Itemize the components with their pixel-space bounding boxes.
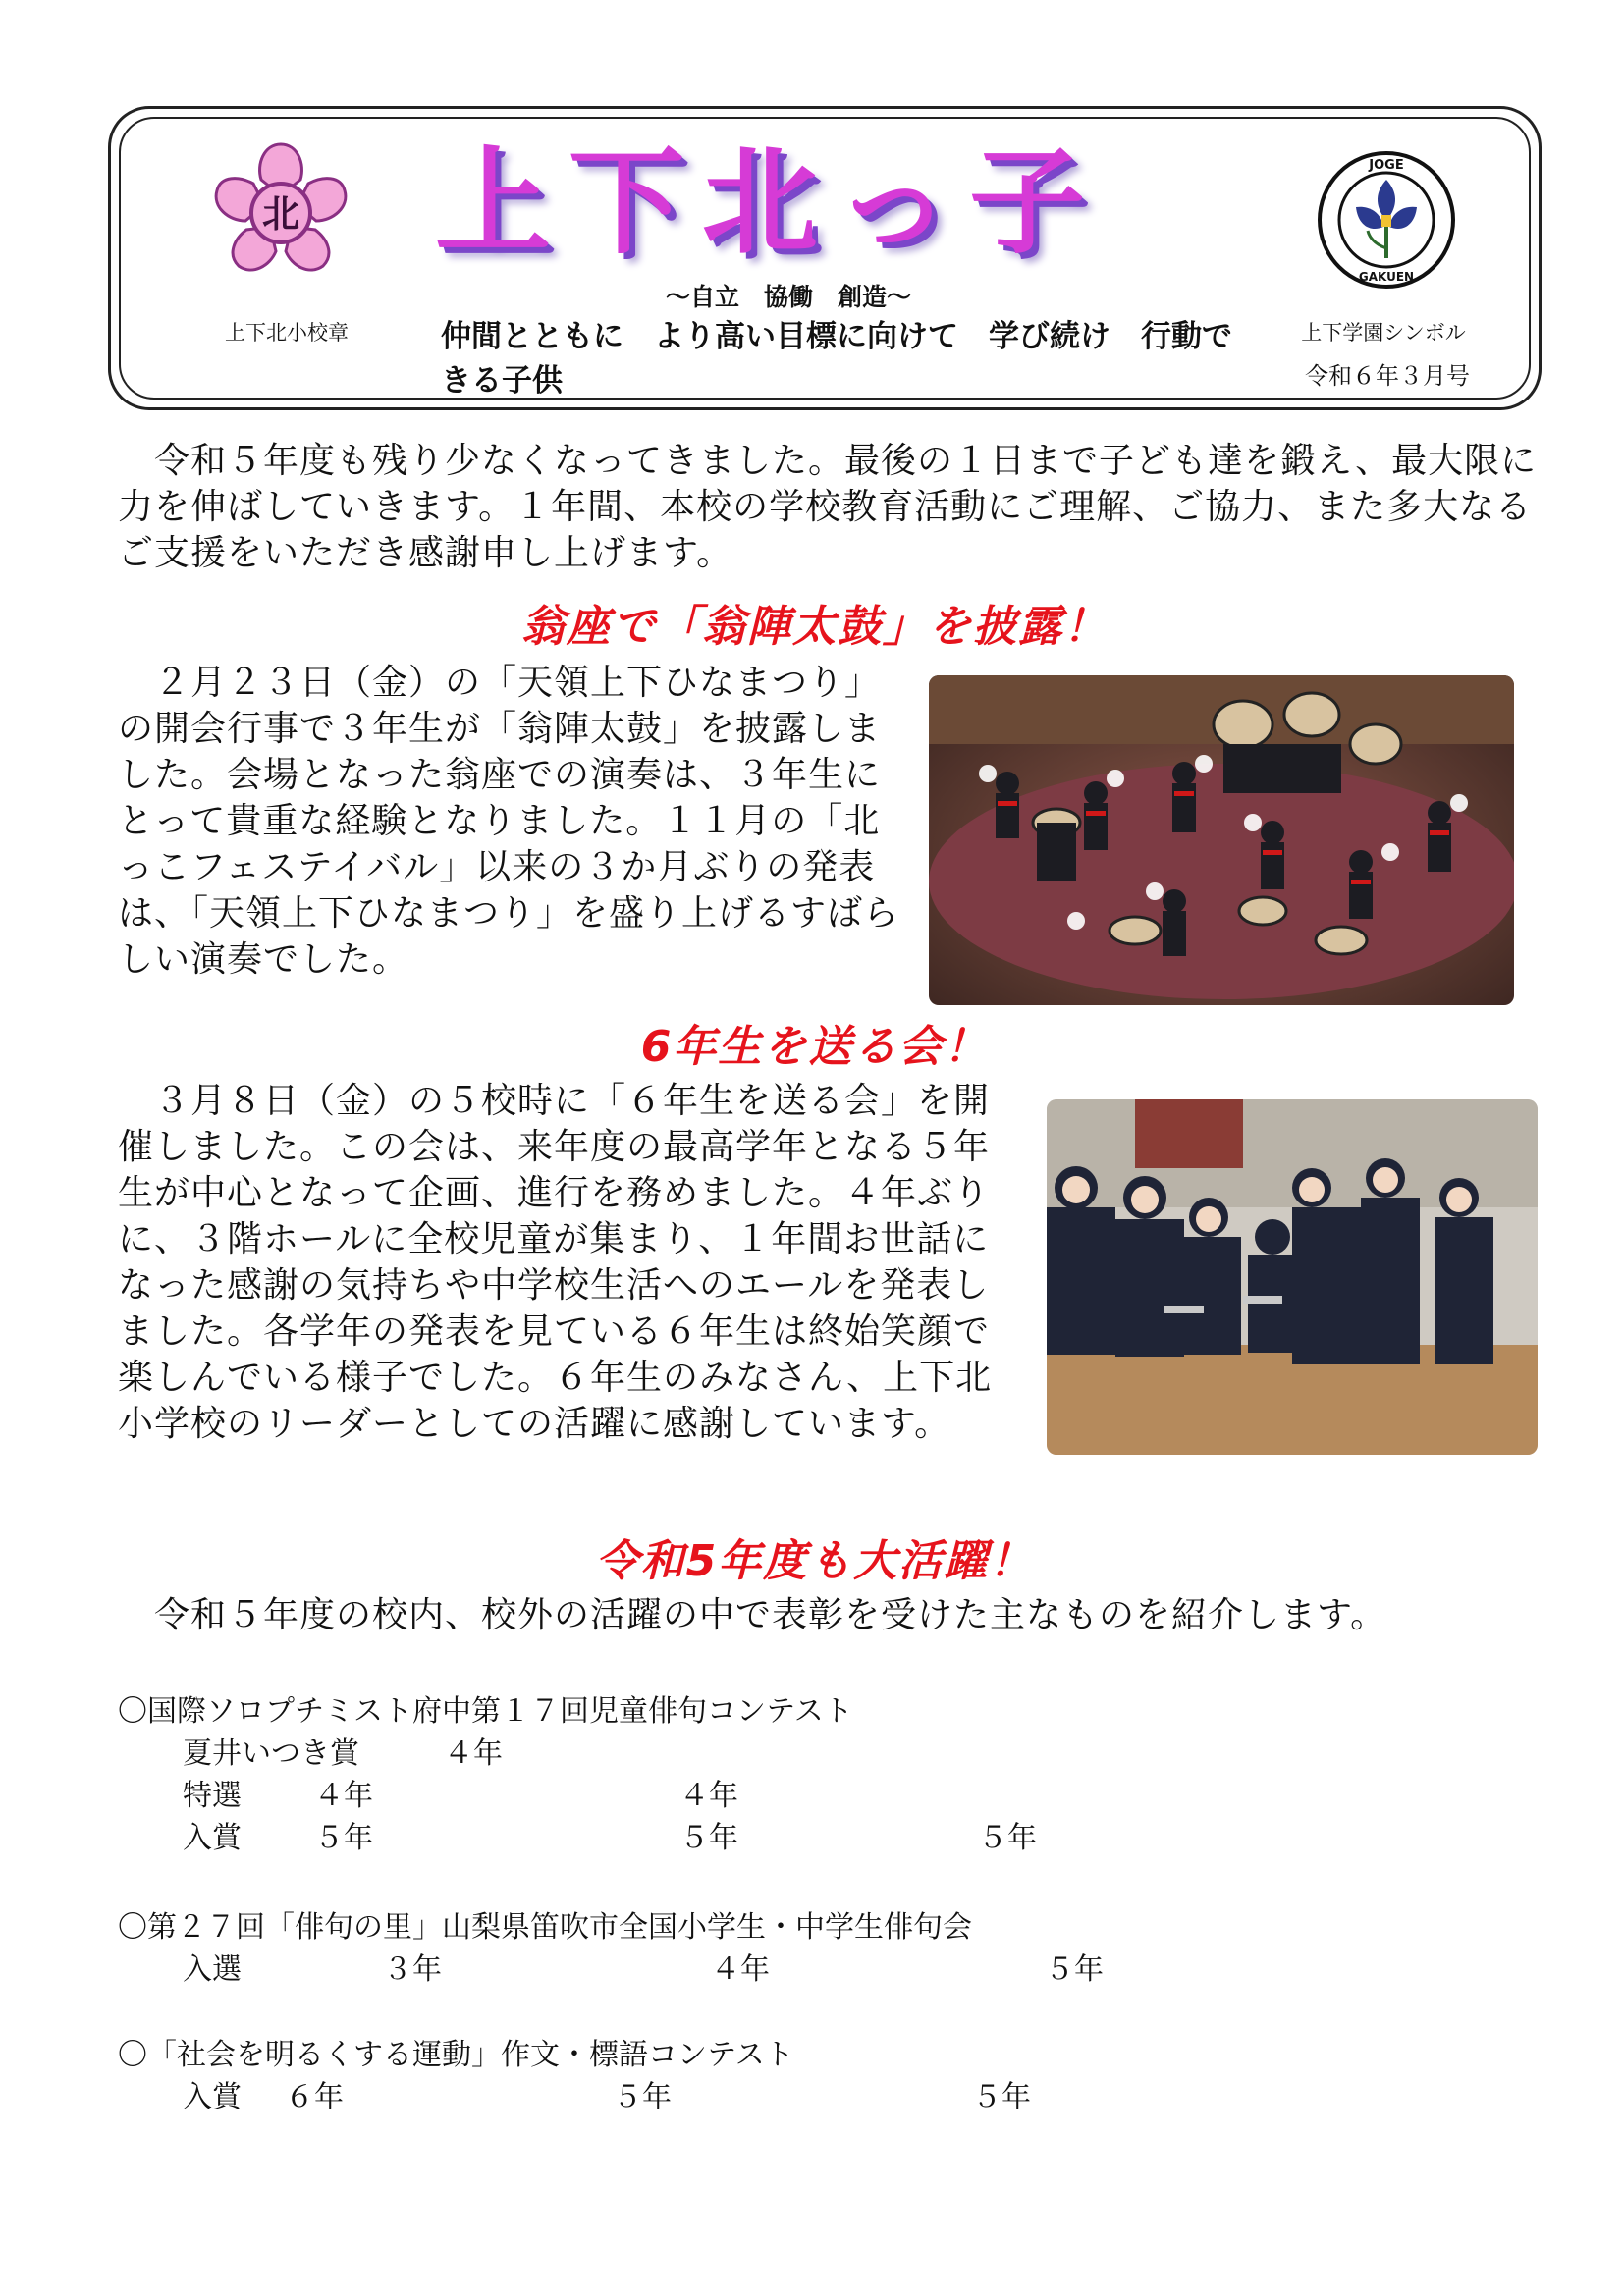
farewell-party-photo	[1047, 1099, 1538, 1455]
award-title	[118, 1906, 1394, 1949]
award-grade: ３年	[383, 1952, 442, 1987]
award-label: 入賞	[183, 1821, 242, 1855]
section-heading-farewell: 6年生を送る会！	[640, 1022, 990, 1072]
section-body-achievements: 令和５年度の校内、校外の活躍の中で表彰を受けた主なものを紹介します。	[118, 1595, 1387, 1635]
taiko-performance-photo	[929, 675, 1514, 1005]
award-grade: ５年	[978, 1821, 1037, 1855]
award-label: 入選	[183, 1952, 242, 1987]
award-row	[118, 1733, 1394, 1775]
gakuen-symbol-icon	[1317, 150, 1456, 290]
gakuen-bottom-text: GAKUEN	[1358, 270, 1415, 284]
award-row	[118, 2076, 1394, 2118]
award-grade: ５年	[314, 1821, 373, 1855]
award-title-text: 〇第２７回「俳句の里」山梨県笛吹市全国小学生・中学生俳句会	[118, 1910, 972, 1945]
gakuen-top-text: JOGE	[1369, 158, 1404, 173]
school-motto: ～自立 協働 創造～	[665, 283, 911, 311]
issue-date: 令和６年３月号	[1305, 362, 1470, 390]
award-title-text: 〇「社会を明るくする運動」作文・標語コンテスト	[118, 2038, 794, 2072]
award-title	[118, 1690, 1394, 1733]
award-grade: ６年	[285, 2080, 344, 2114]
award-row	[118, 1775, 1394, 1817]
school-emblem-icon	[207, 136, 354, 284]
award-grade: ４年	[444, 1736, 503, 1771]
award-list-haiku-fuefuki	[118, 1906, 1394, 1991]
award-grade: ４年	[314, 1779, 373, 1813]
gakuen-symbol-caption: 上下学園シンボル	[1301, 321, 1466, 345]
award-grade: ５年	[679, 1821, 738, 1855]
school-emblem-caption: 上下北小校章	[225, 321, 349, 345]
section-body-taiko: ２月２３日（金）の「天領上下ひなまつり」の開会行事で３年生が「翁陣太鼓」を披露しました。会場となった翁座での演奏は、３年生にとって貴重な経験となりました。１１月の「北っこフェステイバル」以来の３か月ぶりの発表は、「天領上下ひなまつり」を盛り上げるすばらしい演奏でした。	[118, 663, 900, 980]
award-grade: ５年	[972, 2080, 1031, 2114]
page-title: 上下北っ子	[435, 134, 1104, 270]
award-list-haiku-soroptimist	[118, 1690, 1394, 1859]
section-heading-taiko: 翁座で「翁陣太鼓」を披露！	[521, 602, 1109, 652]
award-label: 夏井いつき賞	[183, 1736, 359, 1771]
award-title	[118, 2034, 1394, 2076]
award-grade: ５年	[613, 2080, 672, 2114]
award-title-text: 〇国際ソロプチミスト府中第１７回児童俳句コンテスト	[118, 1694, 853, 1729]
award-label: 特選	[183, 1779, 242, 1813]
award-list-essay-slogan	[118, 2034, 1394, 2118]
school-emblem-char: 北	[261, 192, 300, 236]
masthead-box	[108, 106, 1542, 410]
award-grade: ４年	[711, 1952, 770, 1987]
school-mission: 仲間とともに より高い目標に向けて 学び続け 行動できる子供	[441, 319, 1232, 399]
intro-paragraph: 令和５年度も残り少なくなってきました。最後の１日まで子ども達を鍛え、最大限に力を伸ばしていきます。１年間、本校の学校教育活動にご理解、ご協力、また多大なるご支援をいただき感謝申し上げます。	[118, 441, 1538, 573]
award-row	[118, 1817, 1394, 1859]
award-grade: ５年	[1045, 1952, 1104, 1987]
award-grade: ４年	[679, 1779, 738, 1813]
award-row	[118, 1949, 1394, 1991]
award-label: 入賞	[183, 2080, 242, 2114]
section-body-farewell: ３月８日（金）の５校時に「６年生を送る会」を開催しました。この会は、来年度の最高学年となる５年生が中心となって企画、進行を務めました。４年ぶりに、３階ホールに全校児童が集まり、１年間お世話になった感謝の気持ちや中学校生活へのエールを発表しました。各学年の発表を見ている６年生は終始笑顔で楽しんでいる様子でした。６年生のみなさん、上下北小学校のリーダーとしての活躍に感謝しています。	[118, 1081, 993, 1444]
section-heading-achievements: 令和5年度も大活躍！	[595, 1536, 1035, 1586]
